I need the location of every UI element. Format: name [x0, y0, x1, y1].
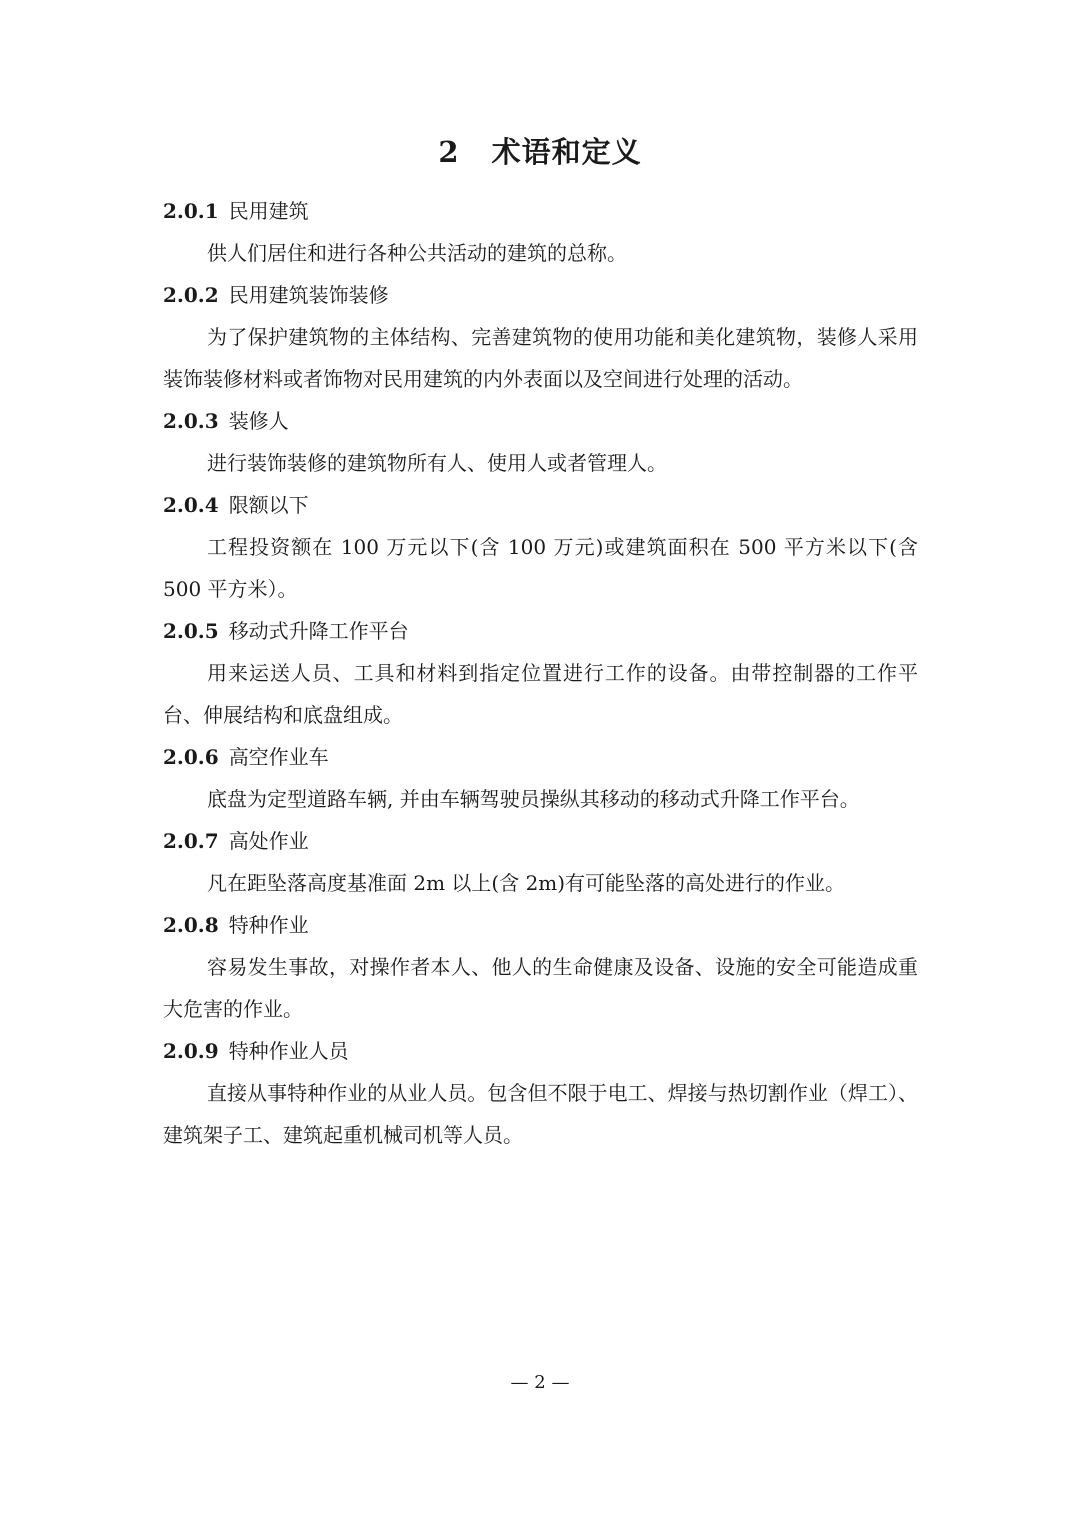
term-definition: 进行装饰装修的建筑物所有人、使用人或者管理人。 — [207, 451, 667, 475]
term-code: 2.0.9 — [163, 1039, 219, 1063]
term-heading — [163, 484, 918, 526]
term-name: 高空作业车 — [228, 745, 329, 769]
term-code: 2.0.6 — [163, 745, 219, 769]
chapter-title — [0, 128, 1080, 176]
term-heading — [163, 274, 918, 316]
term-name: 装修人 — [228, 409, 289, 433]
term-definition: 直接从事特种作业的从业人员。包含但不限于电工、焊接与热切割作业（焊工）、建筑架子工、建筑起重机械司机等人员。 — [163, 1081, 918, 1147]
term-definition: 为了保护建筑物的主体结构、完善建筑物的使用功能和美化建筑物，装修人采用装饰装修材料或者饰物对民用建筑的内外表面以及空间进行处理的活动。 — [163, 325, 918, 391]
term-code: 2.0.2 — [163, 283, 219, 307]
term-heading — [163, 1030, 918, 1072]
term-code: 2.0.4 — [163, 493, 219, 517]
term-definition: 底盘为定型道路车辆, 并由车辆驾驶员操纵其移动的移动式升降工作平台。 — [207, 787, 860, 811]
term-definition: 容易发生事故，对操作者本人、他人的生命健康及设备、设施的安全可能造成重大危害的作业。 — [163, 955, 918, 1021]
term-name: 移动式升降工作平台 — [228, 619, 409, 643]
term-heading — [163, 736, 918, 778]
page-number: — 2 — — [510, 1372, 570, 1393]
term-definition: 工程投资额在 100 万元以下(含 100 万元)或建筑面积在 500 平方米以下(含 500 平方米）。 — [163, 535, 918, 601]
term-name: 民用建筑 — [228, 199, 309, 223]
term-definition: 用来运送人员、工具和材料到指定位置进行工作的设备。由带控制器的工作平台、伸展结构和底盘组成。 — [163, 661, 918, 727]
chapter-number: 2 — [438, 135, 460, 169]
term-heading — [163, 190, 918, 232]
term-heading — [163, 400, 918, 442]
term-name: 特种作业 — [228, 913, 309, 937]
term-code: 2.0.3 — [163, 409, 219, 433]
term-code: 2.0.7 — [163, 829, 219, 853]
term-code: 2.0.8 — [163, 913, 219, 937]
term-heading — [163, 904, 918, 946]
term-code: 2.0.1 — [163, 199, 219, 223]
term-heading — [163, 820, 918, 862]
term-heading — [163, 610, 918, 652]
term-definition: 供人们居住和进行各种公共活动的建筑的总称。 — [207, 241, 627, 265]
term-name: 高处作业 — [228, 829, 309, 853]
terms-list — [163, 190, 918, 1156]
term-name: 特种作业人员 — [228, 1039, 349, 1063]
chapter-title-text: 术语和定义 — [491, 135, 642, 169]
term-definition: 凡在距坠落高度基准面 2m 以上(含 2m)有可能坠落的高处进行的作业。 — [207, 871, 846, 895]
term-name: 限额以下 — [228, 493, 309, 517]
term-code: 2.0.5 — [163, 619, 219, 643]
term-name: 民用建筑装饰装修 — [228, 283, 389, 307]
